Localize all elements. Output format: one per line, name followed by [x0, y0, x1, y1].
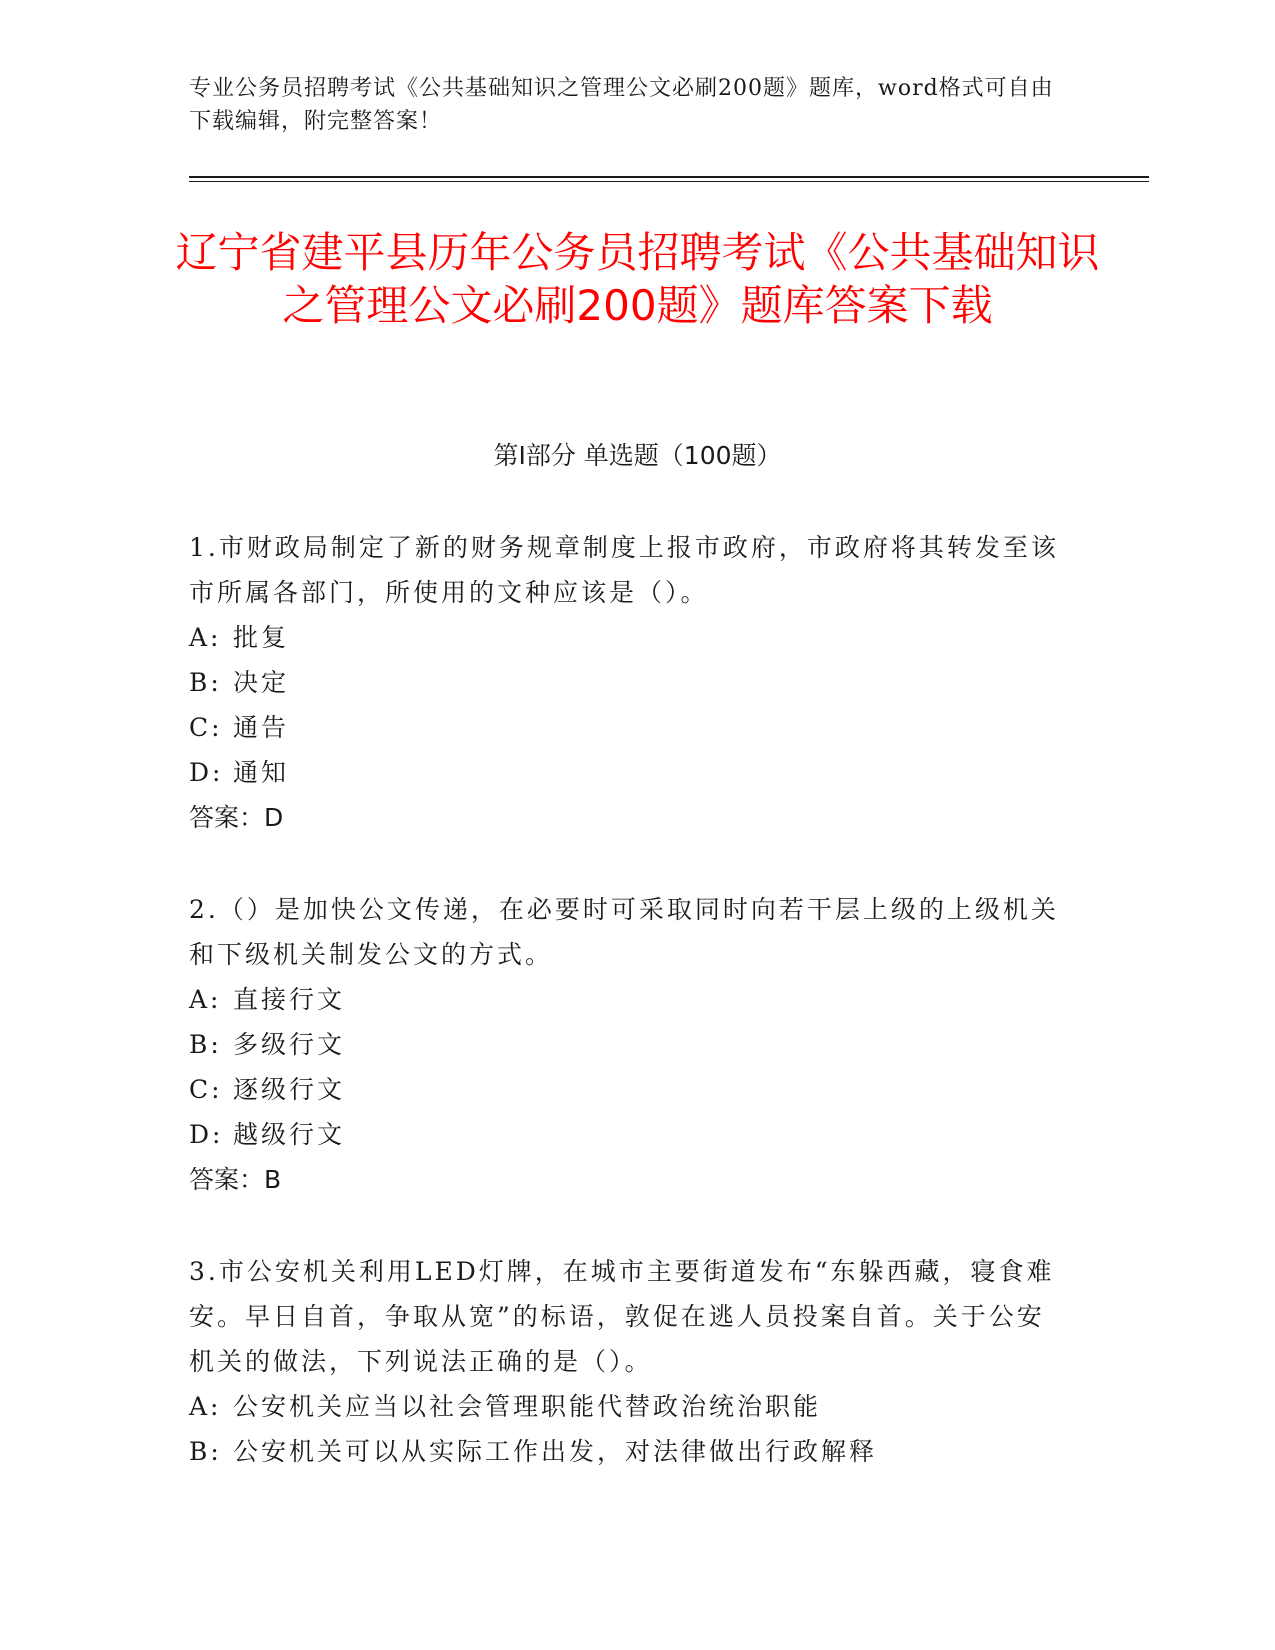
header-rule-thick: [189, 176, 1149, 178]
answer-value: D: [264, 803, 284, 832]
option-text: 多级行文: [233, 1030, 346, 1059]
option-key: C:: [189, 713, 223, 742]
option-a: [189, 977, 1069, 1022]
question-stem: 3.市公安机关利用LED灯牌，在城市主要街道发布“东躲西藏，寝食难安。早日自首，争取从宽”的标语，敦促在逃人员投案自首。关于公安机关的做法，下列说法正确的是（）。: [189, 1257, 1055, 1376]
option-text: 通告: [233, 713, 290, 742]
section-heading: 第Ⅰ部分 单选题（100题）: [493, 441, 782, 470]
option-a: [189, 1384, 1069, 1429]
option-key: D:: [189, 758, 224, 787]
option-c: [189, 1067, 1069, 1112]
option-text: 直接行文: [233, 985, 346, 1014]
option-key: A:: [189, 1392, 222, 1421]
question-3: [189, 1249, 1069, 1474]
option-b: [189, 660, 1069, 705]
option-d: [189, 1112, 1069, 1157]
option-key: B:: [189, 668, 222, 697]
answer-line: [189, 795, 1069, 840]
option-key: B:: [189, 1030, 222, 1059]
answer-label: 答案：: [189, 803, 265, 832]
answer-line: [189, 1157, 1069, 1202]
question-1: [189, 525, 1069, 840]
option-text: 通知: [233, 758, 290, 787]
option-key: A:: [189, 623, 222, 652]
option-text: 批复: [233, 623, 290, 652]
header-note: 专业公务员招聘考试《公共基础知识之管理公文必刷200题》题库，word格式可自由下载编辑，附完整答案！: [189, 76, 1054, 134]
question-stem: 2.（）是加快公文传递，在必要时可采取同时向若干层上级的上级机关和下级机关制发公文的方式。: [189, 895, 1059, 969]
option-a: [189, 615, 1069, 660]
question-list: [189, 525, 1069, 1521]
option-text: 决定: [233, 668, 290, 697]
option-key: C:: [189, 1075, 223, 1104]
option-text: 公安机关应当以社会管理职能代替政治统治职能: [233, 1392, 822, 1421]
question-stem: 1.市财政局制定了新的财务规章制度上报市政府，市政府将其转发至该市所属各部门，所使用的文种应该是（）。: [189, 533, 1059, 607]
option-b: [189, 1429, 1069, 1474]
option-text: 公安机关可以从实际工作出发，对法律做出行政解释: [233, 1437, 878, 1466]
answer-label: 答案：: [189, 1165, 265, 1194]
option-b: [189, 1022, 1069, 1067]
option-key: D:: [189, 1120, 224, 1149]
option-d: [189, 750, 1069, 795]
option-c: [189, 705, 1069, 750]
option-text: 越级行文: [233, 1120, 346, 1149]
option-text: 逐级行文: [233, 1075, 346, 1104]
document-title: 辽宁省建平县历年公务员招聘考试《公共基础知识之管理公文必刷200题》题库答案下载: [175, 228, 1100, 330]
header-rule-thin: [189, 181, 1149, 182]
option-key: A:: [189, 985, 222, 1014]
option-key: B:: [189, 1437, 222, 1466]
answer-value: B: [264, 1165, 282, 1194]
question-2: [189, 887, 1069, 1202]
